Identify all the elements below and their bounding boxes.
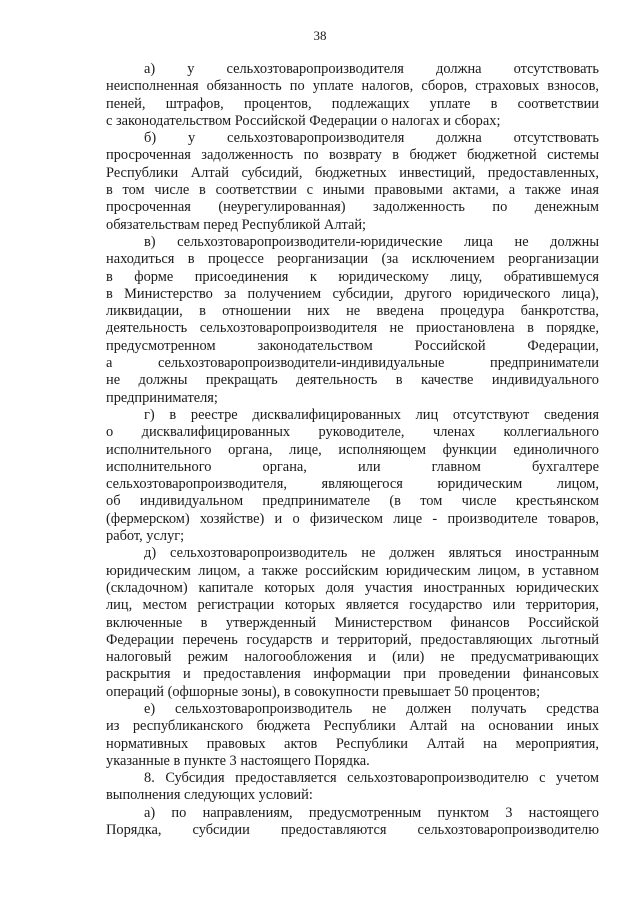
text-line: Порядка, субсидии предоставляются сельхозтоваропроизводителю [106, 822, 599, 839]
text-line: ликвидации, в отношении них не введена процедура банкротства, [106, 303, 599, 320]
paragraph-g [106, 407, 599, 545]
paragraph-b [106, 130, 599, 234]
text-line: Республики Алтай субсидий, бюджетных инвестиций, предоставленных, [106, 164, 599, 181]
text-line: в том числе в соответствии с иными правовыми актами, а также иная [106, 182, 599, 199]
text-line: неисполненная обязанность по уплате налогов, сборов, страховых взносов, [106, 78, 599, 95]
text-line: выполнения следующих условий: [106, 787, 313, 804]
text-line: Федерации перечень государств и территорий, предоставляющих льготный [106, 631, 599, 648]
text-line: нормативных правовых актов Республики Алтай на мероприятия, [106, 735, 599, 752]
text-line: просроченная (неурегулированная) задолженность по денежным [106, 199, 599, 216]
text-line: е) сельхозтоваропроизводитель не должен получать средства [144, 700, 599, 717]
text-line: указанные в пункте 3 настоящего Порядка. [106, 752, 370, 769]
text-line: б) у сельхозтоваропроизводителя должна отсутствовать [144, 130, 599, 147]
text-line: не должны прекращать деятельность в качестве индивидуального [106, 372, 599, 389]
text-line: пеней, штрафов, процентов, подлежащих уплате в соответствии [106, 95, 599, 112]
text-line: исполнительного органа, лице, исполняющем функции единоличного [106, 441, 599, 458]
text-line: в Министерство за получением субсидии, другого юридического лица), [106, 285, 599, 302]
paragraph-v [106, 234, 599, 407]
paragraph-d [106, 545, 599, 701]
paragraph-p8a [106, 805, 599, 840]
text-line: обязательствам перед Республикой Алтай; [106, 216, 367, 233]
text-line: 8. Субсидия предоставляется сельхозтоваропроизводителю с учетом [144, 770, 599, 787]
text-line: а) у сельхозтоваропроизводителя должна отсутствовать [144, 61, 599, 77]
text-line: г) в реестре дисквалифицированных лиц отсутствуют сведения [144, 406, 599, 423]
text-line: а) по направлениям, предусмотренным пунктом 3 настоящего [144, 804, 599, 821]
text-line: из республиканского бюджета Республики Алтай на основании иных [106, 718, 599, 735]
text-line: об индивидуальном предпринимателе (в том числе крестьянском [106, 493, 599, 510]
text-line: предусмотренном законодательством Российской Федерации, [106, 337, 599, 354]
text-line: просроченная задолженность по возврату в бюджет бюджетной системы [106, 147, 599, 164]
text-line: а сельхозтоваропроизводители-индивидуальные предприниматели [106, 355, 599, 372]
text-line: (фермерском) хозяйстве) и о физическом лице - производителе товаров, [106, 510, 599, 527]
text-line: лиц, местом регистрации которых является государство или территория, [106, 597, 599, 614]
text-line: с законодательством Российской Федерации о налогах и сборах; [106, 112, 501, 129]
paragraph-p8 [106, 770, 599, 805]
text-line: д) сельхозтоваропроизводитель не должен являться иностранным [144, 545, 599, 562]
text-line: налоговый режим налогообложения и (или) не предусматривающих [106, 649, 599, 666]
text-line: работ, услуг; [106, 528, 185, 545]
document-body [106, 61, 599, 839]
text-line: сельхозтоваропроизводителя, являющегося юридическим лицом, [106, 476, 599, 493]
text-line: деятельность сельхозтоваропроизводителя не приостановлена в порядке, [106, 320, 599, 337]
text-line: в форме присоединения к юридическому лицу, обратившемуся [106, 268, 599, 285]
page-number: 38 [313, 28, 327, 43]
text-line: предпринимателя; [106, 389, 218, 406]
text-line: исполнительного органа, или главном бухгалтере [106, 458, 599, 475]
text-line: находиться в процессе реорганизации (за исключением реорганизации [106, 251, 599, 268]
text-line: (складочном) капитале которых доля участия иностранных юридических [106, 579, 599, 596]
text-line: включенные в утвержденный Министерством финансов Российской [106, 614, 599, 631]
text-line: раскрытия и предоставления информации при проведении финансовых [106, 666, 599, 683]
text-line: в) сельхозтоваропроизводители-юридические лица не должны [144, 233, 599, 250]
paragraph-e [106, 701, 599, 770]
text-line: юридическим лицом, а также российским юридическим лицом, в уставном [106, 562, 599, 579]
text-line: о дисквалифицированных руководителе, членах коллегиального [106, 424, 599, 441]
text-line: операций (офшорные зоны), в совокупности превышает 50 процентов; [106, 683, 541, 700]
paragraph-a [106, 61, 599, 130]
